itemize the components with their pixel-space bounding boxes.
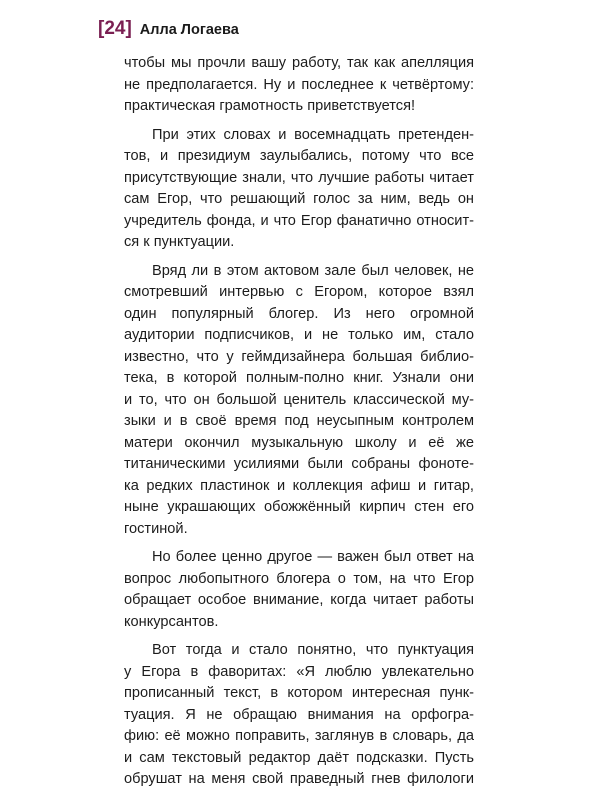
text-line: обрушат на меня свой праведный гнев филологи xyxy=(124,771,474,787)
page-number: [24] xyxy=(98,18,132,39)
text-line: и сам текстовый редактор даёт подсказки. Пусть xyxy=(124,749,474,766)
text-line: Вот тогда и стало понятно, что пунктуация xyxy=(152,642,474,658)
text-line: и то, что он большой ценитель классической му- xyxy=(124,391,474,408)
text-line: аудитории подписчиков, и не только им, стало xyxy=(124,327,474,343)
text-line: конкурсантов. xyxy=(124,613,219,630)
text-line: ся к пунктуации. xyxy=(124,234,235,250)
author-name: Алла Логаева xyxy=(139,22,239,38)
text-line: тека, в которой полным-полно книг. Узнали они xyxy=(124,370,474,386)
text-line: известно, что у геймдизайнера большая библио- xyxy=(124,348,474,365)
text-line: чтобы мы прочли вашу работу, так как апелляция xyxy=(124,55,474,71)
text-line: практическая грамотность приветствуется! xyxy=(124,98,416,114)
text-line: тов, и президиум заулыбались, потому что все xyxy=(124,148,474,164)
text-line: один популярный блогер. Из него огромной xyxy=(124,305,474,322)
text-line: присутствующие знали, что лучшие работы читает xyxy=(124,169,474,186)
text-line: ныне украшающих обожжённый кирпич стен его xyxy=(124,499,474,515)
text-line: вопрос любопытного блогера о том, на что Егор xyxy=(124,570,474,587)
text-line: прописанный текст, в котором интересная пунк- xyxy=(124,685,474,701)
text-line: ка редких пластинок и коллекция афиш и гитар, xyxy=(124,477,474,494)
text-line: не предполагается. Ну и последнее к четвёртому: xyxy=(124,76,474,93)
paragraph xyxy=(124,640,474,791)
text-line: Но более ценно другое — важен был ответ на xyxy=(152,549,474,565)
text-line: сам Егор, что решающий голос за ним, ведь он xyxy=(124,191,474,207)
running-header xyxy=(98,18,239,40)
text-line: гостиной. xyxy=(124,520,188,537)
body-text xyxy=(124,53,474,798)
text-line: туация. Я не обращаю внимания на орфогра- xyxy=(124,706,474,723)
text-line: у Егора в фаворитах: «Я люблю увлекательно xyxy=(124,663,474,680)
text-line: фию: её можно поправить, заглянув в словарь, да xyxy=(124,728,474,744)
paragraph xyxy=(124,547,474,633)
text-line: титаническими усилиями были собраны фоноте- xyxy=(124,456,474,472)
text-line: учредитель фонда, и что Егор фанатично относит- xyxy=(124,212,474,229)
paragraph xyxy=(124,125,474,254)
text-line: матери окончил музыкальную школу и её же xyxy=(124,434,474,451)
text-line: обращает особое внимание, когда читает работы xyxy=(124,592,474,608)
paragraph xyxy=(124,53,474,118)
text-line: При этих словах и восемнадцать претенден- xyxy=(152,126,474,143)
text-line: Вряд ли в этом актовом зале был человек, не xyxy=(152,262,474,279)
text-line: смотревший интервью с Егором, которое взял xyxy=(124,284,474,300)
paragraph xyxy=(124,261,474,541)
text-line: зыки и в своё время под неусыпным контролем xyxy=(124,413,474,429)
